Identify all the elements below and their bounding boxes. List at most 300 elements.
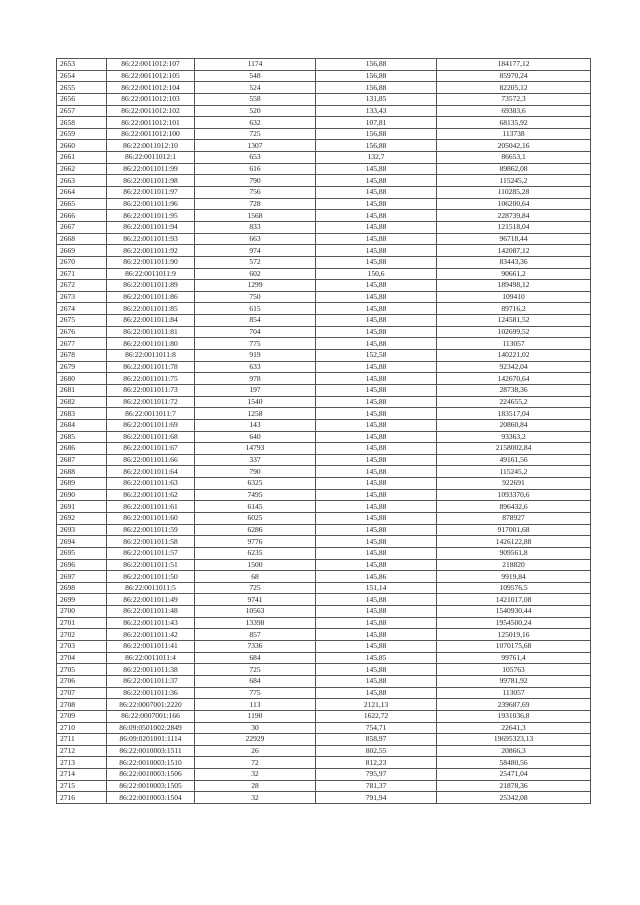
cadastral-value-cell: 239687,69 [437, 699, 591, 711]
unit-value-cell: 145,88 [316, 606, 437, 618]
table-row [57, 594, 591, 606]
table-row [57, 117, 591, 129]
area-cell: 1174 [195, 59, 316, 71]
area-cell: 520 [195, 105, 316, 117]
row-number-cell: 2695 [57, 547, 107, 559]
cadastral-value-cell: 1421017,08 [437, 594, 591, 606]
table-row [57, 315, 591, 327]
cadastral-number-cell: 86:22:0011011:5 [107, 582, 195, 594]
table-row [57, 221, 591, 233]
table-row [57, 105, 591, 117]
cadastral-number-cell: 86:22:0011011:36 [107, 687, 195, 699]
row-number-cell: 2657 [57, 105, 107, 117]
table-row [57, 757, 591, 769]
row-number-cell: 2692 [57, 512, 107, 524]
unit-value-cell: 145,88 [316, 478, 437, 490]
cadastral-number-cell: 86:22:0011011:73 [107, 384, 195, 396]
cadastral-value-cell: 89716,2 [437, 303, 591, 315]
cadastral-number-cell: 86:22:0011011:7 [107, 408, 195, 420]
unit-value-cell: 754,71 [316, 722, 437, 734]
unit-value-cell: 145,88 [316, 396, 437, 408]
table-row [57, 501, 591, 513]
cadastral-number-cell: 86:22:0007001:2220 [107, 699, 195, 711]
table-row [57, 792, 591, 804]
area-cell: 1190 [195, 710, 316, 722]
table-row [57, 280, 591, 292]
unit-value-cell: 156,88 [316, 128, 437, 140]
cadastral-value-cell: 58480,56 [437, 757, 591, 769]
cadastral-value-cell: 2158002,84 [437, 443, 591, 455]
row-number-cell: 2686 [57, 443, 107, 455]
cadastral-value-cell: 73572,3 [437, 93, 591, 105]
row-number-cell: 2668 [57, 233, 107, 245]
cadastral-number-cell: 86:22:0011011:37 [107, 675, 195, 687]
cadastral-value-cell: 1954500,24 [437, 617, 591, 629]
area-cell: 1299 [195, 280, 316, 292]
unit-value-cell: 145,88 [316, 617, 437, 629]
unit-value-cell: 145,88 [316, 501, 437, 513]
cadastral-number-cell: 86:22:0011011:62 [107, 489, 195, 501]
unit-value-cell: 791,94 [316, 792, 437, 804]
table-row [57, 722, 591, 734]
table-row [57, 559, 591, 571]
cadastral-value-cell: 1931036,8 [437, 710, 591, 722]
cadastral-value-cell: 83443,36 [437, 256, 591, 268]
cadastral-value-cell: 110285,28 [437, 187, 591, 199]
area-cell: 10563 [195, 606, 316, 618]
unit-value-cell: 145,88 [316, 641, 437, 653]
area-cell: 616 [195, 163, 316, 175]
cadastral-number-cell: 86:22:0011011:99 [107, 163, 195, 175]
row-number-cell: 2713 [57, 757, 107, 769]
cadastral-number-cell: 86:22:0011011:58 [107, 536, 195, 548]
cadastral-number-cell: 86:22:0010003:1511 [107, 745, 195, 757]
cadastral-value-cell: 28738,36 [437, 384, 591, 396]
cadastral-value-cell: 922691 [437, 478, 591, 490]
table-row [57, 350, 591, 362]
area-cell: 1500 [195, 559, 316, 571]
cadastral-number-cell: 86:22:0011011:67 [107, 443, 195, 455]
area-cell: 857 [195, 629, 316, 641]
row-number-cell: 2667 [57, 221, 107, 233]
table-row [57, 140, 591, 152]
cadastral-value-cell: 224655,2 [437, 396, 591, 408]
row-number-cell: 2681 [57, 384, 107, 396]
cadastral-value-cell: 142670,64 [437, 373, 591, 385]
table-row [57, 478, 591, 490]
table-row [57, 641, 591, 653]
row-number-cell: 2700 [57, 606, 107, 618]
area-cell: 919 [195, 350, 316, 362]
table-row [57, 291, 591, 303]
unit-value-cell: 145,88 [316, 489, 437, 501]
row-number-cell: 2710 [57, 722, 107, 734]
unit-value-cell: 145,88 [316, 221, 437, 233]
cadastral-value-cell: 189498,12 [437, 280, 591, 292]
cadastral-value-cell: 113057 [437, 687, 591, 699]
area-cell: 632 [195, 117, 316, 129]
row-number-cell: 2705 [57, 664, 107, 676]
unit-value-cell: 145,88 [316, 210, 437, 222]
cadastral-value-cell: 113057 [437, 338, 591, 350]
row-number-cell: 2677 [57, 338, 107, 350]
table-row [57, 582, 591, 594]
row-number-cell: 2709 [57, 710, 107, 722]
cadastral-number-cell: 86:22:0011011:75 [107, 373, 195, 385]
table-row [57, 443, 591, 455]
area-cell: 337 [195, 454, 316, 466]
unit-value-cell: 145,88 [316, 384, 437, 396]
cadastral-value-cell: 25342,08 [437, 792, 591, 804]
unit-value-cell: 145,88 [316, 512, 437, 524]
row-number-cell: 2655 [57, 82, 107, 94]
area-cell: 72 [195, 757, 316, 769]
area-cell: 790 [195, 466, 316, 478]
unit-value-cell: 145,88 [316, 361, 437, 373]
unit-value-cell: 145,88 [316, 256, 437, 268]
table-row [57, 489, 591, 501]
unit-value-cell: 151,14 [316, 582, 437, 594]
cadastral-value-cell: 109576,5 [437, 582, 591, 594]
cadastral-value-cell: 99781,92 [437, 675, 591, 687]
area-cell: 725 [195, 664, 316, 676]
table-row [57, 210, 591, 222]
row-number-cell: 2665 [57, 198, 107, 210]
cadastral-value-cell: 20866,3 [437, 745, 591, 757]
cadastral-value-cell: 115245,2 [437, 175, 591, 187]
unit-value-cell: 145,88 [316, 187, 437, 199]
table-row [57, 454, 591, 466]
table-row [57, 70, 591, 82]
row-number-cell: 2660 [57, 140, 107, 152]
row-number-cell: 2683 [57, 408, 107, 420]
cadastral-number-cell: 86:09:0501002:2849 [107, 722, 195, 734]
cadastral-value-cell: 218820 [437, 559, 591, 571]
area-cell: 558 [195, 93, 316, 105]
cadastral-number-cell: 86:22:0011011:80 [107, 338, 195, 350]
row-number-cell: 2690 [57, 489, 107, 501]
row-number-cell: 2708 [57, 699, 107, 711]
cadastral-value-cell: 1540930,44 [437, 606, 591, 618]
unit-value-cell: 145,88 [316, 315, 437, 327]
cadastral-value-cell: 92342,04 [437, 361, 591, 373]
table-row [57, 233, 591, 245]
row-number-cell: 2671 [57, 268, 107, 280]
area-cell: 6145 [195, 501, 316, 513]
table-row [57, 606, 591, 618]
cadastral-value-cell: 9919,84 [437, 571, 591, 583]
area-cell: 684 [195, 675, 316, 687]
row-number-cell: 2673 [57, 291, 107, 303]
row-number-cell: 2691 [57, 501, 107, 513]
cadastral-value-cell: 124581,52 [437, 315, 591, 327]
unit-value-cell: 145,88 [316, 443, 437, 455]
cadastral-number-cell: 86:22:0011012:107 [107, 59, 195, 71]
area-cell: 854 [195, 315, 316, 327]
area-cell: 6235 [195, 547, 316, 559]
row-number-cell: 2716 [57, 792, 107, 804]
cadastral-value-cell: 68135,92 [437, 117, 591, 129]
unit-value-cell: 145,88 [316, 431, 437, 443]
cadastral-value-cell: 85970,24 [437, 70, 591, 82]
cadastral-number-cell: 86:22:0011011:97 [107, 187, 195, 199]
cadastral-value-cell: 183517,04 [437, 408, 591, 420]
area-cell: 7336 [195, 641, 316, 653]
table-row [57, 408, 591, 420]
cadastral-number-cell: 86:22:0011011:84 [107, 315, 195, 327]
cadastral-number-cell: 86:22:0011011:9 [107, 268, 195, 280]
row-number-cell: 2706 [57, 675, 107, 687]
cadastral-value-cell: 205042,16 [437, 140, 591, 152]
unit-value-cell: 145,88 [316, 373, 437, 385]
cadastral-number-cell: 86:22:0011011:59 [107, 524, 195, 536]
table-row [57, 59, 591, 71]
cadastral-value-cell: 1093370,6 [437, 489, 591, 501]
cadastral-number-cell: 86:22:0011011:4 [107, 652, 195, 664]
table-row [57, 268, 591, 280]
area-cell: 9776 [195, 536, 316, 548]
row-number-cell: 2672 [57, 280, 107, 292]
area-cell: 197 [195, 384, 316, 396]
unit-value-cell: 795,97 [316, 769, 437, 781]
row-number-cell: 2675 [57, 315, 107, 327]
cadastral-number-cell: 86:22:0011012:105 [107, 70, 195, 82]
cadastral-value-cell: 90661,2 [437, 268, 591, 280]
cadastral-value-cell: 115245,2 [437, 466, 591, 478]
cadastral-number-cell: 86:22:0011012:1 [107, 152, 195, 164]
cadastral-value-cell: 917001,68 [437, 524, 591, 536]
row-number-cell: 2714 [57, 769, 107, 781]
cadastral-number-cell: 86:22:0011011:61 [107, 501, 195, 513]
table-row [57, 431, 591, 443]
table-row [57, 536, 591, 548]
cadastral-value-cell: 1426122,88 [437, 536, 591, 548]
cadastral-value-cell: 125019,16 [437, 629, 591, 641]
table-row [57, 373, 591, 385]
area-cell: 725 [195, 128, 316, 140]
cadastral-number-cell: 86:22:0011011:86 [107, 291, 195, 303]
unit-value-cell: 156,88 [316, 82, 437, 94]
table-row [57, 780, 591, 792]
table-row [57, 524, 591, 536]
row-number-cell: 2662 [57, 163, 107, 175]
unit-value-cell: 133,43 [316, 105, 437, 117]
row-number-cell: 2664 [57, 187, 107, 199]
cadastral-value-cell: 89862,08 [437, 163, 591, 175]
cadastral-value-cell: 142087,12 [437, 245, 591, 257]
unit-value-cell: 802,55 [316, 745, 437, 757]
cadastral-number-cell: 86:22:0011011:41 [107, 641, 195, 653]
unit-value-cell: 145,88 [316, 524, 437, 536]
cadastral-number-cell: 86:22:0011011:51 [107, 559, 195, 571]
area-cell: 725 [195, 582, 316, 594]
table-row [57, 617, 591, 629]
unit-value-cell: 131,85 [316, 93, 437, 105]
area-cell: 143 [195, 419, 316, 431]
table-row [57, 629, 591, 641]
area-cell: 974 [195, 245, 316, 257]
area-cell: 653 [195, 152, 316, 164]
cadastral-number-cell: 86:22:0011011:43 [107, 617, 195, 629]
cadastral-value-cell: 19695323,13 [437, 734, 591, 746]
unit-value-cell: 152,58 [316, 350, 437, 362]
row-number-cell: 2703 [57, 641, 107, 653]
cadastral-number-cell: 86:09:0201001:1114 [107, 734, 195, 746]
row-number-cell: 2654 [57, 70, 107, 82]
table-row [57, 652, 591, 664]
table-row [57, 187, 591, 199]
row-number-cell: 2679 [57, 361, 107, 373]
cadastral-number-cell: 86:22:0011011:48 [107, 606, 195, 618]
row-number-cell: 2697 [57, 571, 107, 583]
cadastral-number-cell: 86:22:0011011:72 [107, 396, 195, 408]
cadastral-value-cell: 105763 [437, 664, 591, 676]
table-row [57, 256, 591, 268]
unit-value-cell: 145,88 [316, 664, 437, 676]
row-number-cell: 2684 [57, 419, 107, 431]
table-row [57, 163, 591, 175]
unit-value-cell: 145,88 [316, 687, 437, 699]
unit-value-cell: 145,88 [316, 175, 437, 187]
table-row [57, 245, 591, 257]
cadastral-value-cell: 140221,02 [437, 350, 591, 362]
unit-value-cell: 145,88 [316, 466, 437, 478]
table-row [57, 745, 591, 757]
cadastral-value-cell: 909561,8 [437, 547, 591, 559]
cadastral-number-cell: 86:22:0011012:104 [107, 82, 195, 94]
row-number-cell: 2682 [57, 396, 107, 408]
table-row [57, 175, 591, 187]
table-row [57, 512, 591, 524]
table-row [57, 571, 591, 583]
unit-value-cell: 145,88 [316, 280, 437, 292]
area-cell: 9741 [195, 594, 316, 606]
cadastral-number-cell: 86:22:0011011:69 [107, 419, 195, 431]
cadastral-number-cell: 86:22:0011011:38 [107, 664, 195, 676]
cadastral-number-cell: 86:22:0011011:57 [107, 547, 195, 559]
table-row [57, 687, 591, 699]
unit-value-cell: 1622,72 [316, 710, 437, 722]
table-row [57, 361, 591, 373]
table-row [57, 198, 591, 210]
table-row [57, 82, 591, 94]
unit-value-cell: 145,88 [316, 419, 437, 431]
unit-value-cell: 145,88 [316, 326, 437, 338]
unit-value-cell: 145,88 [316, 675, 437, 687]
area-cell: 32 [195, 792, 316, 804]
cadastral-value-cell: 96718,44 [437, 233, 591, 245]
table-row [57, 326, 591, 338]
row-number-cell: 2666 [57, 210, 107, 222]
area-cell: 640 [195, 431, 316, 443]
unit-value-cell: 156,88 [316, 140, 437, 152]
area-cell: 663 [195, 233, 316, 245]
unit-value-cell: 156,88 [316, 59, 437, 71]
area-cell: 6025 [195, 512, 316, 524]
unit-value-cell: 858,97 [316, 734, 437, 746]
area-cell: 750 [195, 291, 316, 303]
cadastral-number-cell: 86:22:0011011:68 [107, 431, 195, 443]
cadastral-number-cell: 86:22:0010003:1504 [107, 792, 195, 804]
area-cell: 615 [195, 303, 316, 315]
cadastral-number-cell: 86:22:0011011:96 [107, 198, 195, 210]
cadastral-value-cell: 86653,1 [437, 152, 591, 164]
cadastral-number-cell: 86:22:0011011:98 [107, 175, 195, 187]
area-cell: 22929 [195, 734, 316, 746]
cadastral-number-cell: 86:22:0011011:64 [107, 466, 195, 478]
area-cell: 1540 [195, 396, 316, 408]
area-cell: 113 [195, 699, 316, 711]
cadastral-number-cell: 86:22:0011011:89 [107, 280, 195, 292]
table-row [57, 710, 591, 722]
unit-value-cell: 145,86 [316, 571, 437, 583]
table-row [57, 384, 591, 396]
cadastral-number-cell: 86:22:0011012:102 [107, 105, 195, 117]
area-cell: 13398 [195, 617, 316, 629]
row-number-cell: 2676 [57, 326, 107, 338]
row-number-cell: 2678 [57, 350, 107, 362]
cadastral-number-cell: 86:22:0011011:50 [107, 571, 195, 583]
table-row [57, 547, 591, 559]
area-cell: 32 [195, 769, 316, 781]
unit-value-cell: 145,88 [316, 303, 437, 315]
area-cell: 68 [195, 571, 316, 583]
area-cell: 524 [195, 82, 316, 94]
cadastral-number-cell: 86:22:0011011:90 [107, 256, 195, 268]
cadastral-number-cell: 86:22:0011011:49 [107, 594, 195, 606]
unit-value-cell: 107,81 [316, 117, 437, 129]
unit-value-cell: 145,88 [316, 454, 437, 466]
area-cell: 6325 [195, 478, 316, 490]
cadastral-number-cell: 86:22:0011011:95 [107, 210, 195, 222]
cadastral-value-cell: 69383,6 [437, 105, 591, 117]
area-cell: 28 [195, 780, 316, 792]
unit-value-cell: 145,85 [316, 652, 437, 664]
area-cell: 1568 [195, 210, 316, 222]
cadastral-value-cell: 49161,56 [437, 454, 591, 466]
row-number-cell: 2685 [57, 431, 107, 443]
unit-value-cell: 145,88 [316, 559, 437, 571]
cadastral-value-cell: 82205,12 [437, 82, 591, 94]
cadastral-number-cell: 86:22:0010003:1505 [107, 780, 195, 792]
cadastral-value-cell: 22641,3 [437, 722, 591, 734]
table-row [57, 734, 591, 746]
row-number-cell: 2669 [57, 245, 107, 257]
table-row [57, 338, 591, 350]
table-row [57, 419, 591, 431]
cadastral-value-cell: 113738 [437, 128, 591, 140]
row-number-cell: 2712 [57, 745, 107, 757]
cadastral-number-cell: 86:22:0011011:93 [107, 233, 195, 245]
row-number-cell: 2715 [57, 780, 107, 792]
table-body [57, 59, 591, 804]
cadastral-number-cell: 86:22:0011011:81 [107, 326, 195, 338]
area-cell: 602 [195, 268, 316, 280]
unit-value-cell: 145,88 [316, 547, 437, 559]
row-number-cell: 2699 [57, 594, 107, 606]
unit-value-cell: 145,88 [316, 536, 437, 548]
area-cell: 833 [195, 221, 316, 233]
row-number-cell: 2696 [57, 559, 107, 571]
row-number-cell: 2689 [57, 478, 107, 490]
cadastral-value-cell: 106200,64 [437, 198, 591, 210]
row-number-cell: 2701 [57, 617, 107, 629]
cadastral-number-cell: 86:22:0011011:94 [107, 221, 195, 233]
table-row [57, 152, 591, 164]
cadastral-number-cell: 86:22:0011011:42 [107, 629, 195, 641]
cadastral-value-cell: 25471,04 [437, 769, 591, 781]
area-cell: 572 [195, 256, 316, 268]
